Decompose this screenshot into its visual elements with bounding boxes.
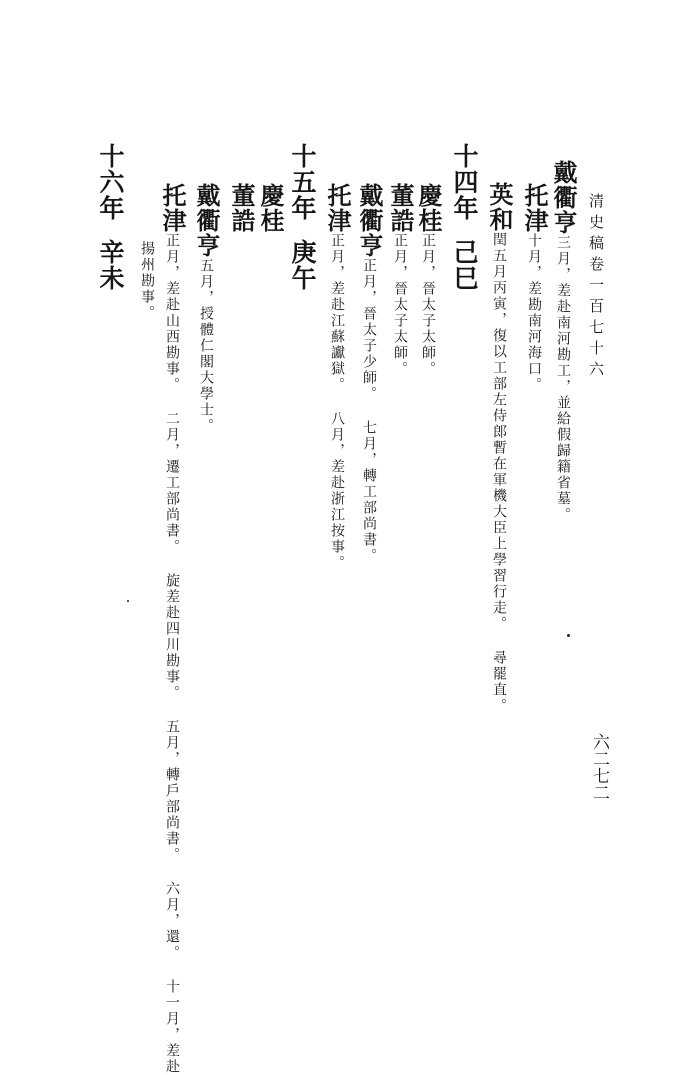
- official-name: 托津: [520, 183, 549, 233]
- year-heading: [290, 143, 315, 291]
- year-label: 十五年: [288, 143, 317, 221]
- official-name: 戴衢亨: [355, 183, 384, 258]
- year-label: 十六年: [96, 143, 125, 221]
- year-heading: [452, 143, 477, 291]
- ganzhi-label: 己巳: [450, 239, 479, 291]
- running-header: 清史稿卷一百七十六: [587, 193, 605, 382]
- official-name: 戴衢亨: [192, 183, 221, 258]
- entry-text: 十月，差勘南河海口。: [526, 233, 542, 393]
- entry-column: [227, 183, 256, 233]
- official-name: 董誥: [227, 183, 256, 233]
- entry-column: [256, 183, 285, 233]
- entry-text: 閏五月丙寅，復以工部左侍郎暫在軍機大臣上學習行走。 尋罷直。: [491, 232, 507, 714]
- print-speck: [567, 634, 570, 637]
- entry-text: 正月，晉太子太師。: [420, 233, 436, 377]
- entry-column: [386, 183, 415, 377]
- official-name: 慶桂: [414, 183, 443, 233]
- entry-column: [355, 183, 384, 564]
- official-name: 托津: [323, 183, 352, 233]
- entry-text: 正月，晉太子太師。: [392, 233, 408, 377]
- official-name: 英和: [485, 182, 514, 232]
- entry-column: [549, 160, 578, 523]
- entry-continuation: 揚州勘事。: [139, 241, 155, 321]
- entry-text: 正月，差赴江蘇讞獄。 八月，差赴浙江按事。: [329, 233, 345, 571]
- official-name: 戴衢亨: [549, 160, 578, 235]
- page-number: 六二七二: [589, 733, 609, 801]
- entry-text: 五月，授體仁閣大學士。: [198, 258, 214, 434]
- year-heading: [98, 143, 123, 291]
- entry-column: [485, 182, 514, 714]
- entry-column: [192, 183, 221, 434]
- entry-column: [520, 183, 549, 393]
- ganzhi-label: 辛未: [96, 239, 125, 291]
- ganzhi-label: 庚午: [288, 239, 317, 291]
- entry-column: [323, 183, 352, 571]
- official-name: 托津: [158, 183, 187, 233]
- official-name: 董誥: [386, 183, 415, 233]
- entry-text: 三月，差赴南河勘工，並給假歸籍省墓。: [555, 235, 571, 523]
- entry-text: 正月，差赴山西勘事。 二月，遷工部尚書。 旋差赴四川勘事。 五月，轉戶部尚書。 六月，還。 十一月，差赴: [164, 233, 180, 1075]
- print-speck: [127, 600, 129, 602]
- entry-column: [414, 183, 443, 377]
- year-label: 十四年: [450, 143, 479, 221]
- entry-column: [158, 183, 187, 1075]
- entry-text: 正月，晉太子少師。 七月，轉工部尚書。: [361, 258, 377, 564]
- official-name: 慶桂: [256, 183, 285, 233]
